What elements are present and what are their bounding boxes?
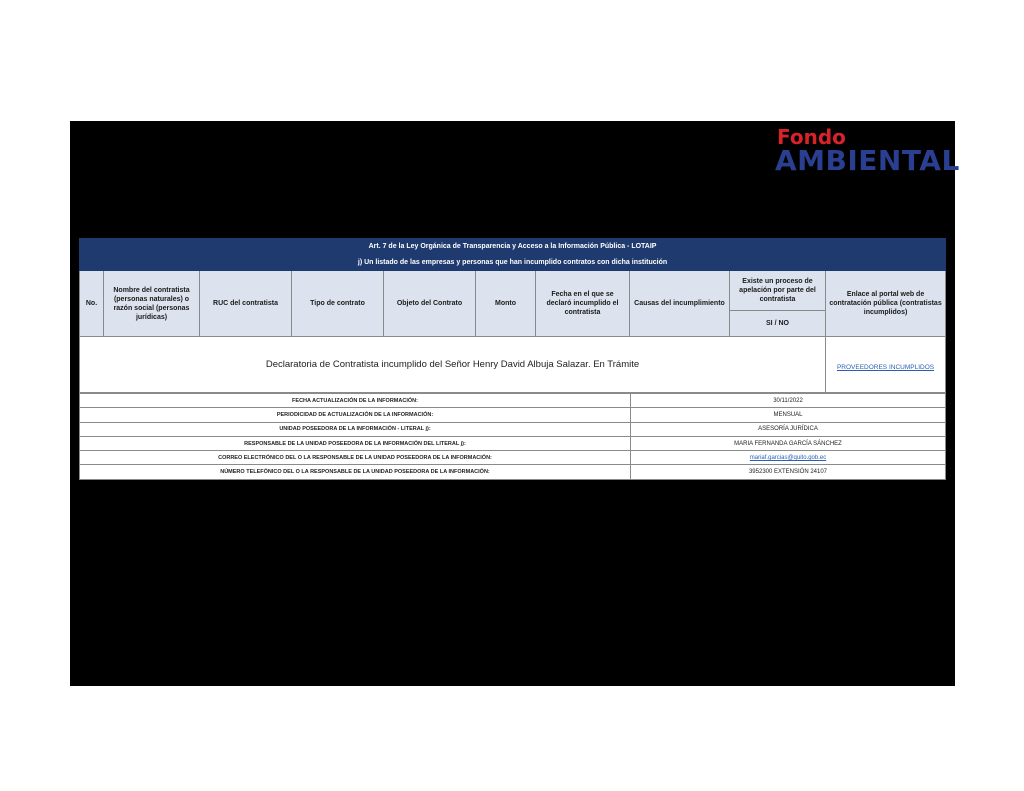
footer-info-table	[79, 393, 946, 480]
footer-row	[80, 408, 946, 422]
footer-label: RESPONSABLE DE LA UNIDAD POSEEDORA DE LA INFORMACIÓN DEL LITERAL j):	[80, 436, 631, 450]
footer-label: NÚMERO TELEFÓNICO DEL O LA RESPONSABLE DE LA UNIDAD POSEEDORA DE LA INFORMACIÓN:	[80, 465, 631, 479]
declaratoria-text: Declaratoria de Contratista incumplido del Señor Henry David Albuja Salazar. En Trámite	[80, 337, 826, 393]
col-ruc: RUC del contratista	[200, 271, 292, 337]
lotaip-table	[79, 238, 946, 393]
logo-line-2: AMBIENTAL	[775, 144, 960, 177]
footer-value: 3952300 EXTENSIÓN 24107	[631, 465, 946, 479]
footer-email-cell	[631, 451, 946, 465]
footer-value: 30/11/2022	[631, 394, 946, 408]
footer-row	[80, 394, 946, 408]
footer-value: ASESORÍA JURÍDICA	[631, 422, 946, 436]
footer-label: PERIODICIDAD DE ACTUALIZACIÓN DE LA INFORMACIÓN:	[80, 408, 631, 422]
enlace-cell	[826, 337, 946, 393]
footer-value: MARIA FERNANDA GARCÍA SÁNCHEZ	[631, 436, 946, 450]
responsable-email-link[interactable]: mariaf.garcias@quito.gob.ec	[749, 454, 827, 461]
col-causas: Causas del incumplimiento	[630, 271, 730, 337]
logo-line-1: Fondo	[777, 125, 846, 149]
col-no: No.	[80, 271, 104, 337]
table-subtitle: j) Un listado de las empresas y personas que han incumplido contratos con dicha institución	[80, 255, 946, 271]
col-enlace: Enlace al portal web de contratación pública (contratistas incumplidos)	[826, 271, 946, 337]
col-tipo: Tipo de contrato	[292, 271, 384, 337]
col-monto: Monto	[476, 271, 536, 337]
col-nombre: Nombre del contratista (personas naturales) o razón social (personas jurídicas)	[104, 271, 200, 337]
col-objeto: Objeto del Contrato	[384, 271, 476, 337]
footer-row	[80, 422, 946, 436]
footer-label: CORREO ELECTRÓNICO DEL O LA RESPONSABLE DE LA UNIDAD POSEEDORA DE LA INFORMACIÓN:	[80, 451, 631, 465]
footer-label: FECHA ACTUALIZACIÓN DE LA INFORMACIÓN:	[80, 394, 631, 408]
footer-value: MENSUAL	[631, 408, 946, 422]
col-fecha: Fecha en el que se declaró incumplido el contratista	[536, 271, 630, 337]
fondo-ambiental-logo	[775, 125, 960, 178]
proveedores-incumplidos-link[interactable]: PROVEEDORES INCUMPLIDOS	[836, 363, 935, 371]
footer-label: UNIDAD POSEEDORA DE LA INFORMACIÓN - LITERAL j):	[80, 422, 631, 436]
col-apelacion: Existe un proceso de apelación por parte del contratista	[730, 271, 826, 311]
footer-row	[80, 436, 946, 450]
table-row	[80, 337, 946, 393]
footer-row	[80, 451, 946, 465]
col-apelacion-sub: SI / NO	[730, 311, 826, 337]
table-title: Art. 7 de la Ley Orgánica de Transparencia y Acceso a la Información Pública - LOTAIP	[80, 239, 946, 255]
footer-row	[80, 465, 946, 479]
